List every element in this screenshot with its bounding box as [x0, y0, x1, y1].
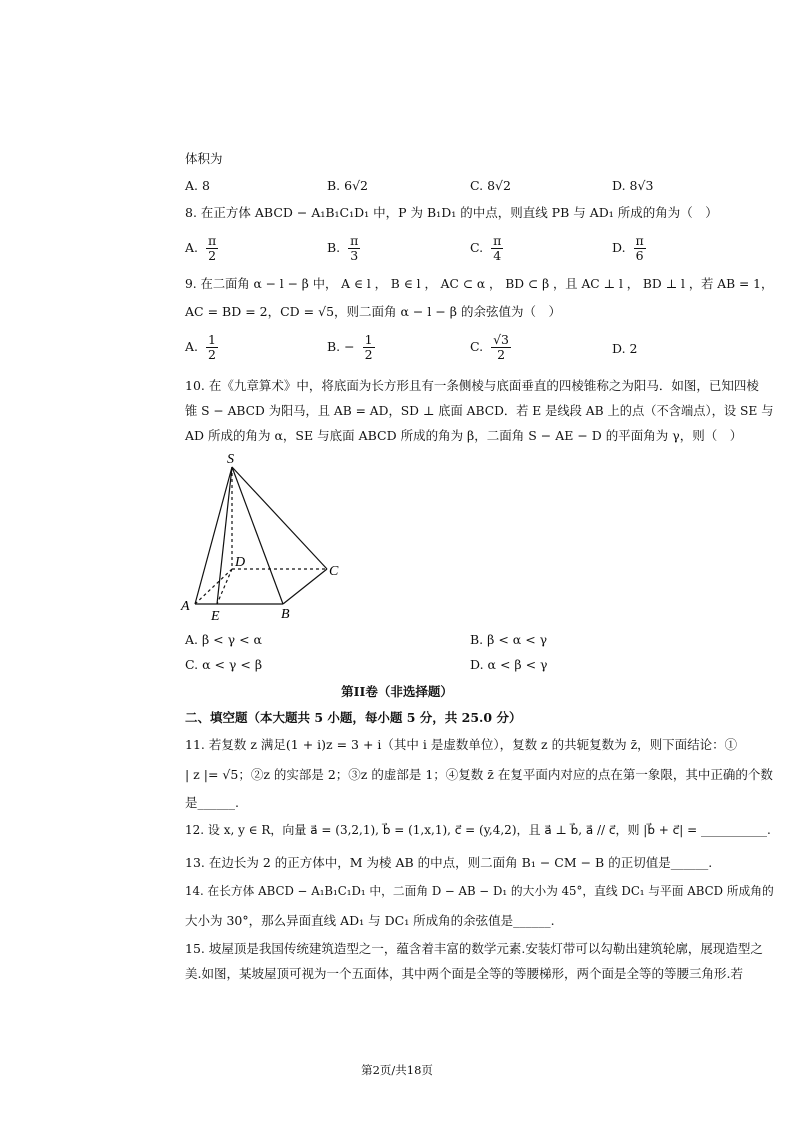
option-label: B. −	[327, 339, 355, 354]
question-15-line-2: 美.如图，某坡屋顶可视为一个五面体，其中两个面是全等的等腰梯形，两个面是全等的等腰三角形.若	[185, 966, 743, 981]
numerator: π	[350, 233, 359, 248]
option-a	[185, 333, 218, 362]
option-a: A. 8	[185, 178, 210, 193]
label-e: E	[211, 609, 220, 624]
edge-sc	[232, 467, 327, 569]
option-b	[327, 333, 375, 362]
label-b: B	[281, 607, 290, 622]
fraction	[491, 234, 503, 263]
question-14-line-1: 14. 在长方体 ABCD − A₁B₁C₁D₁ 中，二面角 D − AB − D₁ 的大小为 45°，直线 DC₁ 与平面 ABCD 所成角的	[185, 884, 774, 898]
edge-bc	[283, 569, 327, 604]
numerator: π	[208, 233, 217, 248]
label-s: S	[227, 452, 234, 467]
denominator: 3	[350, 248, 359, 263]
option-label: A.	[185, 339, 199, 354]
numerator: π	[493, 233, 502, 248]
option-c: C. 8√2	[470, 178, 511, 193]
option-d: D. α < β < γ	[470, 657, 548, 672]
question-12: 12. 设 x, y ∈ R，向量 a⃗ = (3,2,1), b⃗ = (1,x,1), c⃗ = (y,4,2)，且 a⃗ ⊥ b⃗, a⃗ // c⃗，则 |b⃗ + c⃗| = ___________.	[185, 823, 771, 837]
question-13: 13. 在边长为 2 的正方体中，M 为棱 AB 的中点，则二面角 B₁ − CM − B 的正切值是______.	[185, 855, 713, 870]
question-8-stem: 8. 在正方体 ABCD − A₁B₁C₁D₁ 中，P 为 B₁D₁ 的中点，则直线 PB 与 AD₁ 所成的角为（ ）	[185, 205, 718, 220]
fraction	[491, 333, 511, 362]
option-b	[327, 234, 360, 263]
option-d	[612, 234, 646, 263]
question-10-stem-line-2: 锥 S − ABCD 为阳马，且 AB = AD，SD ⊥ 底面 ABCD．若 E 是线段 AB 上的点（不含端点），设 SE 与	[185, 404, 774, 418]
option-label: B.	[327, 240, 341, 255]
fraction	[348, 234, 360, 263]
option-label: C.	[470, 339, 484, 354]
option-d: D. 2	[612, 341, 638, 356]
option-a: A. β < γ < α	[185, 632, 262, 647]
option-label: C.	[470, 240, 484, 255]
option-c	[470, 234, 503, 263]
option-label: A.	[185, 240, 199, 255]
numerator: 1	[208, 332, 216, 347]
edge-se	[217, 467, 232, 604]
option-a	[185, 234, 218, 263]
option-b: B. β < α < γ	[470, 632, 548, 647]
fraction	[634, 234, 646, 263]
label-d: D	[235, 555, 246, 570]
option-c	[470, 333, 511, 362]
question-15-line-1: 15. 坡屋顶是我国传统建筑造型之一，蕴含着丰富的数学元素.安装灯带可以勾勒出建筑轮廓，展现造型之	[185, 941, 763, 956]
question-10-stem-line-3: AD 所成的角为 α，SE 与底面 ABCD 所成的角为 β，二面角 S − AE − D 的平面角为 γ，则（ ）	[185, 428, 743, 443]
denominator: 2	[497, 347, 506, 362]
denominator: 2	[208, 347, 216, 362]
label-c: C	[329, 564, 339, 579]
option-b: B. 6√2	[327, 178, 369, 193]
pyramid-figure	[175, 450, 355, 625]
part-two-title: 二、填空题（本大题共 5 小题，每小题 5 分，共 25.0 分）	[185, 710, 522, 725]
question-14-line-2: 大小为 30°，那么异面直线 AD₁ 与 DC₁ 所成角的余弦值是______.	[185, 913, 555, 928]
fraction	[206, 333, 218, 362]
page-footer: 第2页/共18页	[361, 1063, 433, 1077]
numerator: π	[635, 233, 644, 248]
question-10-stem-line-1: 10. 在《九章算术》中，将底面为长方形且有一条侧棱与底面垂直的四棱锥称之为阳马．如图，已知四棱	[185, 378, 759, 393]
denominator: 2	[208, 248, 217, 263]
question-11-line-2: | z |= √5；②z 的实部是 2；③z 的虚部是 1；④复数 z̄ 在复平面内对应的点在第一象限，其中正确的个数	[185, 767, 773, 782]
option-d: D. 8√3	[612, 178, 654, 193]
denominator: 4	[493, 248, 502, 263]
numerator: √3	[493, 332, 509, 347]
label-a: A	[181, 599, 190, 614]
denominator: 6	[635, 248, 644, 263]
option-label: D.	[612, 240, 626, 255]
question-9-stem-line-2: AC = BD = 2，CD = √5，则二面角 α − l − β 的余弦值为（ ）	[185, 304, 561, 319]
question-9-stem-line-1: 9. 在二面角 α − l − β 中， A ∈ l ， B ∈ l ， AC ⊂ α ， BD ⊂ β ，且 AC ⊥ l ， BD ⊥ l ，若 AB = 1，	[185, 277, 774, 291]
option-c: C. α < γ < β	[185, 657, 263, 672]
section-title: 第II卷（非选择题）	[341, 684, 453, 699]
fraction	[206, 234, 218, 263]
denominator: 2	[364, 347, 373, 362]
question-11-line-3: 是______.	[185, 795, 239, 810]
edge-sb	[232, 467, 283, 604]
question-11-line-1: 11. 若复数 z 满足(1 + i)z = 3 + i（其中 i 是虚数单位），复数 z 的共轭复数为 z̄，则下面结论：①	[185, 737, 738, 752]
edge-ad-hidden	[195, 569, 232, 604]
numerator: 1	[364, 332, 373, 347]
question-7-tail: 体积为	[185, 151, 223, 166]
fraction	[363, 333, 375, 362]
edge-sa	[195, 467, 232, 604]
